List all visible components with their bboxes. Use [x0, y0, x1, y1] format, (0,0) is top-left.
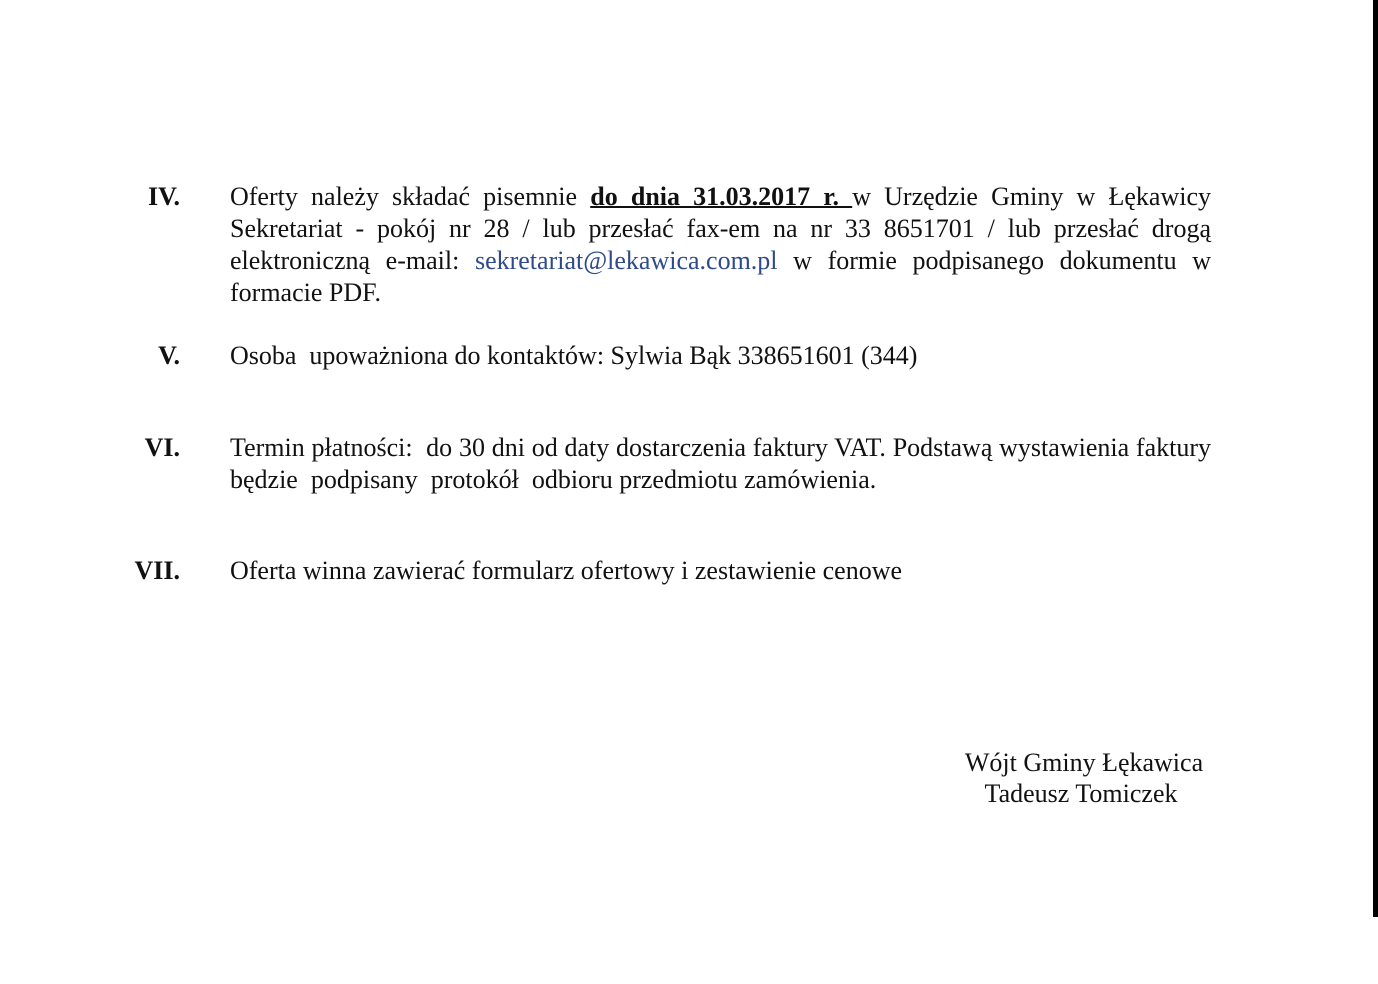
section-number: VI.	[144, 433, 180, 462]
page-edge-line	[1373, 0, 1378, 917]
signature-name: Tadeusz Tomiczek	[984, 779, 1178, 808]
section-number: V.	[158, 341, 180, 370]
email-link[interactable]: sekretariat@lekawica.com.pl	[474, 246, 778, 275]
section-number: IV.	[147, 182, 180, 211]
signature-block	[930, 747, 1230, 809]
text-middle: w Urzędzie Gminy w Łękawicy Sekretariat - pokój nr 28 / lub przesłać fax-em na nr 33 8651701 / lub przesłać drogą elektroniczną e-mail:	[230, 182, 1211, 275]
section-text: Oferta winna zawierać formularz ofertowy i zestawienie cenowe	[230, 556, 903, 585]
section-text	[230, 432, 1218, 496]
section-number: VII.	[134, 556, 180, 585]
signature-title: Wójt Gminy Łękawica	[964, 748, 1204, 777]
section-text	[230, 181, 1211, 309]
text-after: w formie podpisanego dokumentu w formacie PDF.	[230, 246, 1212, 307]
section-text-content: Termin płatności: do 30 dni od daty dostarczenia faktury VAT. Podstawą wystawienia faktury będzie podpisany protokół odbioru przedmiotu zamówienia.	[230, 433, 1218, 494]
section-text: Osoba upoważniona do kontaktów: Sylwia Bąk 338651601 (344)	[230, 341, 918, 370]
text-before: Oferty należy składać pisemnie	[230, 182, 591, 211]
deadline-date: do dnia 31.03.2017 r.	[590, 182, 853, 211]
